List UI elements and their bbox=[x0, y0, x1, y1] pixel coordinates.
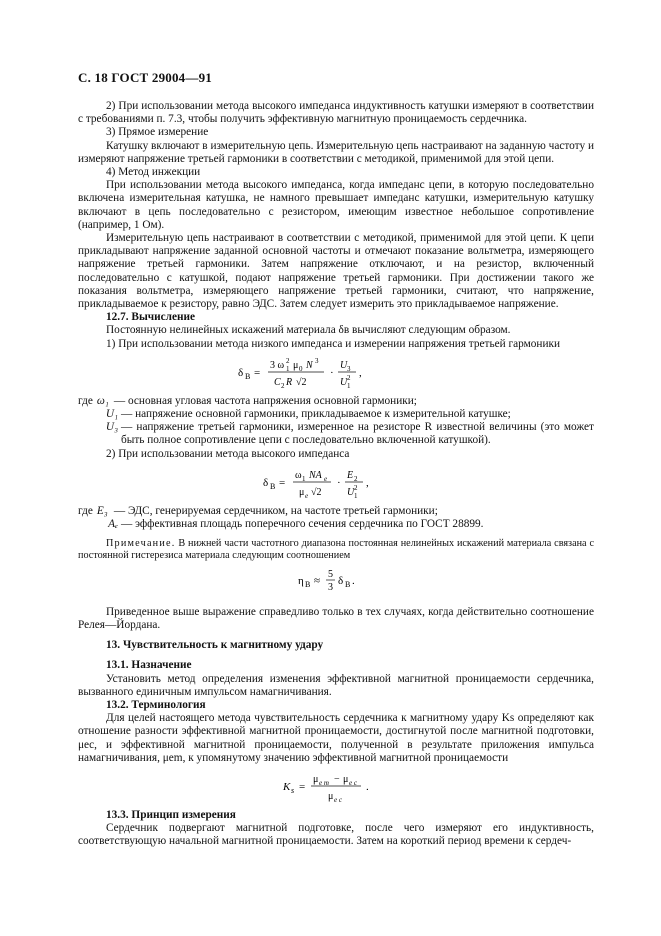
symbol: ω₁ bbox=[96, 394, 109, 407]
definition: — основная угловая частота напряжения основной гармоники; bbox=[113, 394, 417, 407]
svg-text:≈: ≈ bbox=[314, 574, 321, 587]
svg-text:3: 3 bbox=[347, 364, 351, 373]
svg-text:·: · bbox=[330, 366, 334, 379]
definition: — напряжение основной гармоники, прикладываемое к измерительной катушке; bbox=[121, 408, 511, 421]
definitions-list-2 bbox=[78, 505, 594, 531]
svg-text:NA: NA bbox=[309, 469, 322, 481]
paragraph: Сердечник подвергают магнитной подготовке, после чего измеряют его индуктивность, соответствующую начальной магнитной проницаемости. Затем на короткий период времени к сердеч- bbox=[78, 822, 594, 848]
paragraph: 4) Метод инжекции bbox=[106, 166, 201, 179]
svg-text:N: N bbox=[306, 359, 313, 371]
where-label: где bbox=[78, 394, 93, 407]
svg-text:В: В bbox=[270, 481, 276, 491]
paragraph: 2) При использовании метода высокого импеданса bbox=[106, 447, 350, 460]
symbol: U₃ bbox=[105, 421, 118, 434]
svg-text:δ: δ bbox=[338, 574, 344, 587]
formula-delta-high-impedance bbox=[78, 465, 594, 499]
svg-text:.: . bbox=[366, 780, 369, 793]
svg-text:2: 2 bbox=[354, 483, 358, 492]
paragraph: 3) Прямое измерение bbox=[106, 126, 209, 139]
svg-text:=: = bbox=[299, 780, 306, 793]
svg-text:e c: e c bbox=[334, 795, 342, 803]
svg-text:√2: √2 bbox=[311, 486, 322, 498]
svg-text:μ: μ bbox=[293, 359, 299, 371]
note-label: Примечание. bbox=[106, 538, 176, 550]
note bbox=[78, 538, 594, 562]
svg-text:В: В bbox=[345, 579, 351, 589]
paragraph: 1) При использовании метода низкого импеданса и измерении напряжения третьей гармоники bbox=[106, 337, 561, 350]
svg-text:3 ω: 3 ω bbox=[270, 359, 285, 371]
svg-text:η: η bbox=[298, 574, 304, 587]
svg-text:U: U bbox=[340, 359, 348, 371]
svg-text:μ: μ bbox=[328, 790, 334, 802]
paragraph: 2) При использовании метода высокого импеданса индуктивность катушки измеряют в соответствии с требованиями п. 7.3, чтобы получить эффективную магнитную проницаемость сердечника. bbox=[78, 100, 594, 126]
svg-text:1: 1 bbox=[347, 381, 351, 389]
formula-ks bbox=[78, 769, 594, 803]
svg-text:2: 2 bbox=[281, 381, 285, 389]
where-label: где bbox=[78, 504, 93, 517]
svg-text:μ: μ bbox=[313, 773, 319, 785]
svg-text:μ: μ bbox=[299, 486, 305, 498]
svg-text:1: 1 bbox=[302, 474, 306, 483]
paragraph: Измерительную цепь настраивают в соответствии с методикой, применимой для этой цепи. К цепи прикладывают напряжение заданной основной частоты и отмечают показание вольтметра, измеряющего напряжение третьей гармоники. Затем напряжение отключают, и на резистор, включенный последовательно с катушкой, подают напряжение третьей гармоники. При достижении такого же показания вольтметра, измеряющего напряжение третьей гармоники, считают, что напряжение, прикладываемое к резистору, равно ЭДС. Затем следует измерить это прикладываемое напряжение. bbox=[78, 232, 594, 311]
svg-text:1: 1 bbox=[354, 491, 358, 499]
paragraph: Приведенное выше выражение справедливо только в тех случаях, когда действительно соотношение Релея—Йордана. bbox=[78, 605, 594, 631]
svg-text:.: . bbox=[352, 574, 355, 587]
svg-text:μ: μ bbox=[343, 773, 349, 785]
definitions-list-1 bbox=[78, 395, 594, 448]
svg-text:3: 3 bbox=[315, 356, 319, 365]
section-heading-12-7: 12.7. Вычисление bbox=[106, 311, 196, 324]
definition: — ЭДС, генерируемая сердечником, на частоте третьей гармоники; bbox=[113, 504, 438, 517]
section-heading-13-3: 13.3. Принцип измерения bbox=[106, 808, 236, 821]
svg-text:δ: δ bbox=[238, 366, 244, 379]
svg-text:,: , bbox=[366, 476, 369, 489]
symbol: Aₑ bbox=[108, 518, 118, 531]
svg-text:,: , bbox=[359, 366, 362, 379]
svg-text:U: U bbox=[340, 376, 348, 388]
svg-text:2: 2 bbox=[354, 474, 358, 483]
svg-text:=: = bbox=[254, 366, 261, 379]
svg-text:2: 2 bbox=[347, 373, 351, 382]
definition: — напряжение третьей гармоники, измеренное на резисторе R известной величины (это может быть полное сопротивление цепи с последовательно включенной катушкой). bbox=[121, 421, 594, 447]
svg-text:В: В bbox=[305, 579, 311, 589]
svg-text:K: K bbox=[283, 780, 291, 793]
svg-text:−: − bbox=[334, 773, 340, 785]
svg-text:e c: e c bbox=[349, 778, 357, 787]
svg-text:e: e bbox=[324, 474, 328, 483]
svg-text:E: E bbox=[347, 469, 354, 481]
svg-text:e: e bbox=[305, 491, 309, 499]
svg-text:δ: δ bbox=[263, 476, 269, 489]
svg-text:R: R bbox=[286, 376, 293, 388]
svg-text:·: · bbox=[337, 476, 341, 489]
paragraph: Постоянную нелинейных искажений материала δв вычисляют следующим образом. bbox=[106, 324, 511, 337]
formula-delta-low-impedance bbox=[78, 355, 594, 389]
symbol: E₃ bbox=[96, 504, 108, 517]
paragraph: Катушку включают в измерительную цепь. Измерительную цепь настраивают на заданную частоту и измеряют напряжение третьей гармоники в соответствии с методикой, применимой для этой цепи. bbox=[78, 139, 594, 165]
svg-text:1: 1 bbox=[286, 364, 290, 373]
svg-text:0: 0 bbox=[299, 364, 303, 373]
svg-text:C: C bbox=[274, 376, 281, 388]
paragraph: Для целей настоящего метода чувствительность сердечника к магнитному удару Ks определяют как отношение разности эффективной магнитной проницаемости, достигнутой после магнитной подготовки, μec, и эффективной магнитной проницаемости, полученной в результате приложения импульса намагничивания, μem, к упомянутому значению эффективной магнитной проницаемости bbox=[78, 712, 594, 764]
svg-text:U: U bbox=[347, 486, 355, 498]
svg-text:s: s bbox=[291, 785, 295, 795]
document-body bbox=[78, 100, 594, 849]
svg-text:3: 3 bbox=[328, 581, 333, 593]
paragraph: При использовании метода высокого импеданса, когда импеданс цепи, в которую последовательно включена измерительная катушка, не намного превышает импеданс катушки, измерительную катушку включают в цепь последовательно с резистором, имеющим известное небольшое сопротивление (например, 1 Ом). bbox=[78, 179, 594, 231]
section-heading-13-1: 13.1. Назначение bbox=[106, 659, 192, 672]
svg-text:В: В bbox=[245, 371, 251, 381]
svg-text:ω: ω bbox=[295, 469, 302, 481]
section-heading-13: 13. Чувствительность к магнитному удару bbox=[106, 639, 324, 652]
note-text: В нижней части частотного диапазона постоянная нелинейных искажений материала связана с постоянной гистерезиса материала следующим соотношением bbox=[78, 538, 594, 562]
svg-text:5: 5 bbox=[328, 568, 333, 580]
section-heading-13-2: 13.2. Терминология bbox=[106, 698, 206, 711]
svg-text:√2: √2 bbox=[296, 376, 307, 388]
paragraph: Установить метод определения изменения эффективной магнитной проницаемости сердечника, вызванного единичным импульсом намагничивания. bbox=[78, 672, 594, 698]
symbol: U₁ bbox=[105, 408, 118, 421]
svg-text:=: = bbox=[279, 476, 286, 489]
page-header: С. 18 ГОСТ 29004—91 bbox=[78, 70, 212, 85]
svg-text:2: 2 bbox=[286, 356, 290, 365]
formula-eta bbox=[78, 567, 594, 593]
svg-text:e m: e m bbox=[319, 778, 329, 787]
definition: — эффективная площадь поперечного сечения сердечника по ГОСТ 28899. bbox=[121, 518, 484, 531]
